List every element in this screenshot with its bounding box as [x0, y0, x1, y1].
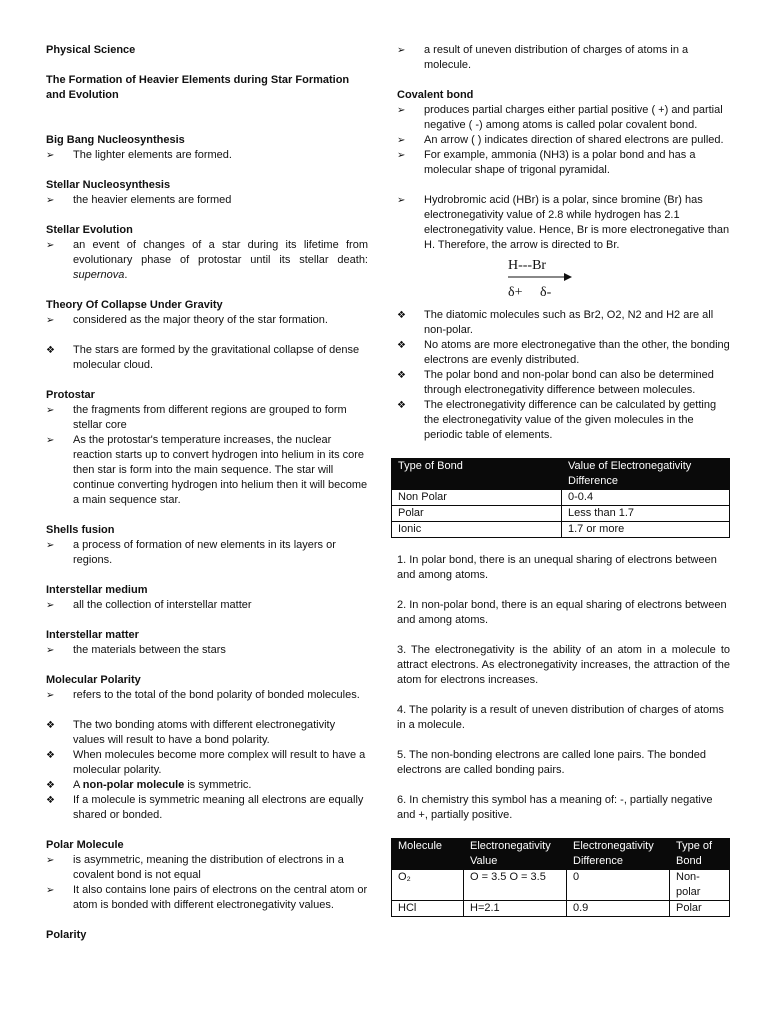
diamond-bullet-icon: ❖ — [397, 370, 406, 381]
diamond-bullet-icon: ❖ — [46, 780, 55, 791]
table-row — [392, 522, 730, 538]
table-row — [392, 901, 730, 917]
list-item: ➢ As the protostar's temperature increases, the nuclear reaction starts up to convert hydrogen into helium in its core then star is form into the main sequence. The star will continue converting hydrogen into helium then it will become a main sequence star. — [46, 434, 368, 506]
table-header-row — [392, 839, 730, 870]
stellar-evolution-heading: Stellar Evolution — [46, 224, 133, 236]
arrow-bullet-icon: ➢ — [46, 690, 55, 701]
big-bang-heading: Big Bang Nucleosynthesis — [46, 134, 185, 146]
table-header-cell: Type of Bond — [670, 839, 730, 870]
arrow-bullet-icon: ➢ — [46, 240, 55, 251]
arrow-bullet-icon: ➢ — [397, 45, 406, 56]
stellar-nucleosynthesis-heading: Stellar Nucleosynthesis — [46, 179, 171, 191]
list-item: ➢ the heavier elements are formed — [46, 194, 232, 206]
list-item: ❖ No atoms are more electronegative than the other, the bonding electrons are evenly distributed. — [397, 339, 730, 366]
table-header-cell: Value of Electronegativity Difference — [562, 459, 730, 490]
diamond-bullet-icon: ❖ — [397, 340, 406, 351]
table-cell: Polar — [392, 506, 562, 522]
numbered-note: 4. The polarity is a result of uneven distribution of charges of atoms in a molecule. — [397, 704, 724, 731]
list-item: ❖ A non-polar molecule is symmetric. — [46, 779, 252, 791]
table-header-cell: Electronegativity Difference — [567, 839, 670, 870]
list-item: ➢ The lighter elements are formed. — [46, 149, 232, 161]
list-item: ❖ If a molecule is symmetric meaning all electrons are equally shared or bonded. — [46, 794, 364, 821]
list-item: ➢ the fragments from different regions are grouped to form stellar core — [46, 404, 347, 431]
covalent-bond-heading: Covalent bond — [397, 89, 474, 101]
left-column — [46, 43, 368, 943]
arrow-bullet-icon: ➢ — [397, 195, 406, 206]
diamond-bullet-icon: ❖ — [46, 750, 55, 761]
table-cell: 0 — [567, 870, 670, 901]
collapse-theory-heading: Theory Of Collapse Under Gravity — [46, 299, 223, 311]
table-cell: O = 3.5 O = 3.5 — [464, 870, 567, 901]
polar-molecule-heading: Polar Molecule — [46, 839, 124, 851]
arrowhead-icon — [564, 273, 572, 281]
arrow-bullet-icon: ➢ — [46, 150, 55, 161]
right-column — [397, 43, 730, 917]
table-row — [392, 490, 730, 506]
interstellar-medium-heading: Interstellar medium — [46, 584, 148, 596]
arrow-bullet-icon: ➢ — [46, 540, 55, 551]
table-cell: Non-polar — [670, 870, 730, 901]
list-item: ❖ The stars are formed by the gravitational collapse of dense molecular cloud. — [46, 344, 360, 371]
arrow-bullet-icon: ➢ — [46, 195, 55, 206]
table-cell: Non Polar — [392, 490, 562, 506]
list-item: ➢ the materials between the stars — [46, 644, 226, 656]
list-item: ➢ a process of formation of new elements in its layers or regions. — [46, 539, 336, 566]
electronegativity-table — [391, 838, 730, 917]
arrow-bullet-icon: ➢ — [46, 600, 55, 611]
table-cell: 0-0.4 — [562, 490, 730, 506]
partial-positive-charge: δ+ — [508, 285, 523, 300]
list-item: ➢ considered as the major theory of the star formation. — [46, 314, 328, 326]
arrow-bullet-icon: ➢ — [46, 405, 55, 416]
arrow-bullet-icon: ➢ — [397, 135, 406, 146]
page-title: The Formation of Heavier Elements during Star Formation and Evolution — [46, 74, 350, 101]
numbered-note: 3. The electronegativity is the ability of an atom in a molecule to attract electrons. As electronegativity increases, the attraction of the atom for electrons increases. — [397, 644, 730, 686]
diamond-bullet-icon: ❖ — [397, 310, 406, 321]
table-header-cell: Molecule — [392, 839, 464, 870]
list-item: ➢ An arrow ( ) indicates direction of shared electrons are pulled. — [397, 134, 724, 146]
table-cell: 1.7 or more — [562, 522, 730, 538]
arrow-bullet-icon: ➢ — [46, 885, 55, 896]
table-cell: O₂ — [392, 870, 464, 901]
arrow-bullet-icon: ➢ — [397, 105, 406, 116]
diamond-bullet-icon: ❖ — [397, 400, 406, 411]
table-header-cell: Electronegativity Value — [464, 839, 567, 870]
arrow-bullet-icon: ➢ — [46, 855, 55, 866]
table-cell: Less than 1.7 — [562, 506, 730, 522]
list-item: ➢ refers to the total of the bond polarity of bonded molecules. — [46, 689, 360, 701]
table-row — [392, 506, 730, 522]
diamond-bullet-icon: ❖ — [46, 720, 55, 731]
interstellar-matter-heading: Interstellar matter — [46, 629, 139, 641]
bond-type-table — [391, 458, 730, 538]
hbr-polarity-diagram — [500, 256, 580, 302]
numbered-note: 6. In chemistry this symbol has a meaning of: -, partially negative and +, partially positive. — [397, 794, 713, 821]
partial-negative-charge: δ- — [540, 285, 552, 300]
table-header-row — [392, 459, 730, 490]
list-item: ➢ It also contains lone pairs of electrons on the central atom or atom is bonded with different electronegativity values. — [46, 884, 368, 911]
list-item: ➢ is asymmetric, meaning the distribution of electrons in a covalent bond is not equal — [46, 854, 344, 881]
list-item: ❖ The electronegativity difference can be calculated by getting the electronegativity value of the given molecules in the periodic table of elements. — [397, 399, 717, 441]
list-item: ❖ The two bonding atoms with different electronegativity values will result to have a bond polarity. — [46, 719, 336, 746]
molecular-polarity-heading: Molecular Polarity — [46, 674, 141, 686]
list-item: ➢ For example, ammonia (NH3) is a polar bond and has a molecular shape of trigonal pyramidal. — [397, 149, 696, 176]
arrow-bullet-icon: ➢ — [46, 435, 55, 446]
list-item: ➢ an event of changes of a star during its lifetime from evolutionary phase of protostar until its stellar death: supernova. — [46, 239, 368, 281]
diamond-bullet-icon: ❖ — [46, 795, 55, 806]
table-row — [392, 870, 730, 901]
list-item: ➢ all the collection of interstellar matter — [46, 599, 252, 611]
numbered-note: 5. The non-bonding electrons are called lone pairs. The bonded electrons are called bonding pairs. — [397, 749, 707, 776]
list-item: ❖ The diatomic molecules such as Br2, O2, N2 and H2 are all non-polar. — [397, 309, 714, 336]
list-item: ❖ When molecules become more complex will result to have a molecular polarity. — [46, 749, 366, 776]
shells-fusion-heading: Shells fusion — [46, 524, 115, 536]
table-header-cell: Type of Bond — [392, 459, 562, 490]
arrow-bullet-icon: ➢ — [397, 150, 406, 161]
subject-title: Physical Science — [46, 44, 136, 56]
diamond-bullet-icon: ❖ — [46, 345, 55, 356]
list-item: ➢ Hydrobromic acid (HBr) is a polar, since bromine (Br) has electronegativity value of 2.8 while hydrogen has 2.1 electronegativity value. Hence, Br is more electronegative than H. Therefore, the arrow is directed to Br. — [397, 194, 730, 251]
list-item: ➢ a result of uneven distribution of charges of atoms in a molecule. — [397, 44, 689, 71]
list-item: ❖ The polar bond and non-polar bond can also be determined through electronegativity difference between molecules. — [397, 369, 714, 396]
table-cell: 0.9 — [567, 901, 670, 917]
table-cell: H=2.1 — [464, 901, 567, 917]
table-cell: Polar — [670, 901, 730, 917]
protostar-heading: Protostar — [46, 389, 95, 401]
polarity-heading: Polarity — [46, 929, 87, 941]
formula-text: H---Br — [508, 258, 547, 273]
arrow-bullet-icon: ➢ — [46, 645, 55, 656]
table-cell: Ionic — [392, 522, 562, 538]
list-item: ➢ produces partial charges either partial positive ( +) and partial negative ( -) among atoms is called polar covalent bond. — [397, 104, 723, 131]
arrow-bullet-icon: ➢ — [46, 315, 55, 326]
numbered-note: 1. In polar bond, there is an unequal sharing of electrons between and among atoms. — [397, 554, 717, 581]
table-cell: HCl — [392, 901, 464, 917]
numbered-note: 2. In non-polar bond, there is an equal sharing of electrons between and among atoms. — [397, 599, 727, 626]
